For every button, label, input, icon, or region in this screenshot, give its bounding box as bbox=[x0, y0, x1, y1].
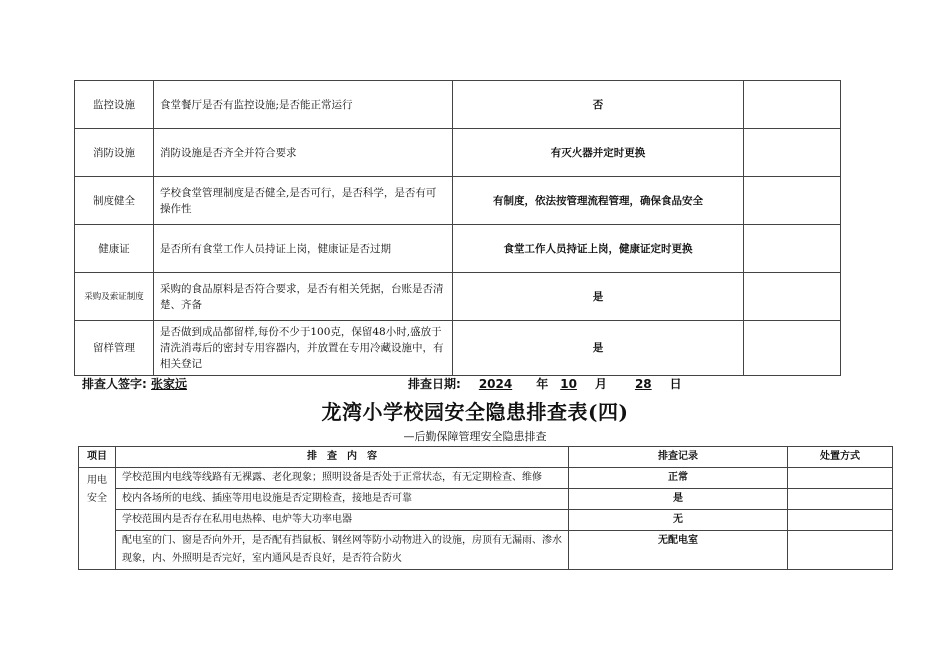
date-month: 10 bbox=[560, 377, 577, 391]
table-row bbox=[75, 129, 841, 177]
table-row bbox=[79, 531, 893, 570]
header-action: 处置方式 bbox=[788, 447, 893, 468]
action-cell bbox=[788, 489, 893, 510]
header-content: 排 查 内 容 bbox=[116, 447, 569, 468]
table-row bbox=[75, 177, 841, 225]
record-cell: 正常 bbox=[569, 468, 788, 489]
header-row bbox=[79, 447, 893, 468]
signer-block bbox=[82, 375, 187, 392]
month-unit: 月 bbox=[594, 377, 607, 391]
date-year: 2024 bbox=[478, 377, 513, 391]
content-cell: 配电室的门、窗是否向外开，是否配有挡鼠板、钢丝网等防小动物进入的设施，房顶有无漏雨、渗水现象，内、外照明是否完好，室内通风是否良好，是否符合防火 bbox=[116, 531, 569, 570]
action-cell bbox=[788, 468, 893, 489]
logistics-inspection-table bbox=[78, 446, 893, 570]
day-unit: 日 bbox=[669, 377, 682, 391]
record-cell: 是 bbox=[453, 321, 744, 376]
header-item: 项目 bbox=[79, 447, 116, 468]
action-cell bbox=[744, 225, 841, 273]
action-cell bbox=[788, 510, 893, 531]
content-cell: 校内各场所的电线、插座等用电设施是否定期检查，接地是否可靠 bbox=[116, 489, 569, 510]
table-row bbox=[79, 468, 893, 489]
content-cell: 学校范围内是否存在私用电热棒、电炉等大功率电器 bbox=[116, 510, 569, 531]
record-cell: 是 bbox=[453, 273, 744, 321]
item-cell: 健康证 bbox=[75, 225, 154, 273]
category-cell: 用电安全 bbox=[79, 468, 116, 570]
year-unit: 年 bbox=[536, 377, 549, 391]
record-cell: 否 bbox=[453, 81, 744, 129]
content-cell: 学校食堂管理制度是否健全,是否可行，是否科学，是否有可操作性 bbox=[154, 177, 453, 225]
record-cell: 有制度，依法按管理流程管理，确保食品安全 bbox=[453, 177, 744, 225]
content-cell: 食堂餐厅是否有监控设施;是否能正常运行 bbox=[154, 81, 453, 129]
date-label: 排查日期: bbox=[408, 377, 461, 391]
record-cell: 食堂工作人员持证上岗，健康证定时更换 bbox=[453, 225, 744, 273]
record-cell: 有灭火器并定时更换 bbox=[453, 129, 744, 177]
action-cell bbox=[744, 129, 841, 177]
signer-name: 张家远 bbox=[151, 377, 188, 391]
page-title: 龙湾小学校园安全隐患排查表(四) bbox=[321, 400, 629, 424]
action-cell bbox=[744, 177, 841, 225]
item-cell: 制度健全 bbox=[75, 177, 154, 225]
content-cell: 学校范围内电线等线路有无裸露、老化现象；照明设备是否处于正常状态，有无定期检查、维修 bbox=[116, 468, 569, 489]
content-cell: 消防设施是否齐全并符合要求 bbox=[154, 129, 453, 177]
record-cell: 无 bbox=[569, 510, 788, 531]
content-cell: 采购的食品原料是否符合要求，是否有相关凭据，台账是否清楚、齐备 bbox=[154, 273, 453, 321]
content-cell: 是否所有食堂工作人员持证上岗，健康证是否过期 bbox=[154, 225, 453, 273]
table-row bbox=[75, 321, 841, 376]
page-bottom-margin bbox=[0, 580, 950, 672]
table-row bbox=[75, 225, 841, 273]
table-row bbox=[75, 273, 841, 321]
table-row bbox=[79, 510, 893, 531]
item-cell: 消防设施 bbox=[75, 129, 154, 177]
record-cell: 是 bbox=[569, 489, 788, 510]
table-row bbox=[79, 489, 893, 510]
action-cell bbox=[744, 81, 841, 129]
canteen-inspection-table bbox=[74, 80, 841, 376]
item-cell: 监控设施 bbox=[75, 81, 154, 129]
content-cell: 是否做到成品都留样,每份不少于100克，保留48小时,盛放于清洗消毒后的密封专用容器内，并放置在专用冷藏设施中，有相关登记 bbox=[154, 321, 453, 376]
action-cell bbox=[744, 273, 841, 321]
date-block bbox=[408, 375, 682, 392]
action-cell bbox=[744, 321, 841, 376]
item-cell: 留样管理 bbox=[75, 321, 154, 376]
action-cell bbox=[788, 531, 893, 570]
signer-label: 排查人签字: bbox=[82, 377, 147, 391]
table-row bbox=[75, 81, 841, 129]
item-cell: 采购及索证制度 bbox=[75, 273, 154, 321]
record-cell: 无配电室 bbox=[569, 531, 788, 570]
date-day: 28 bbox=[634, 377, 652, 391]
page-subtitle: —后勤保障管理安全隐患排查 bbox=[403, 430, 547, 443]
header-record: 排查记录 bbox=[569, 447, 788, 468]
